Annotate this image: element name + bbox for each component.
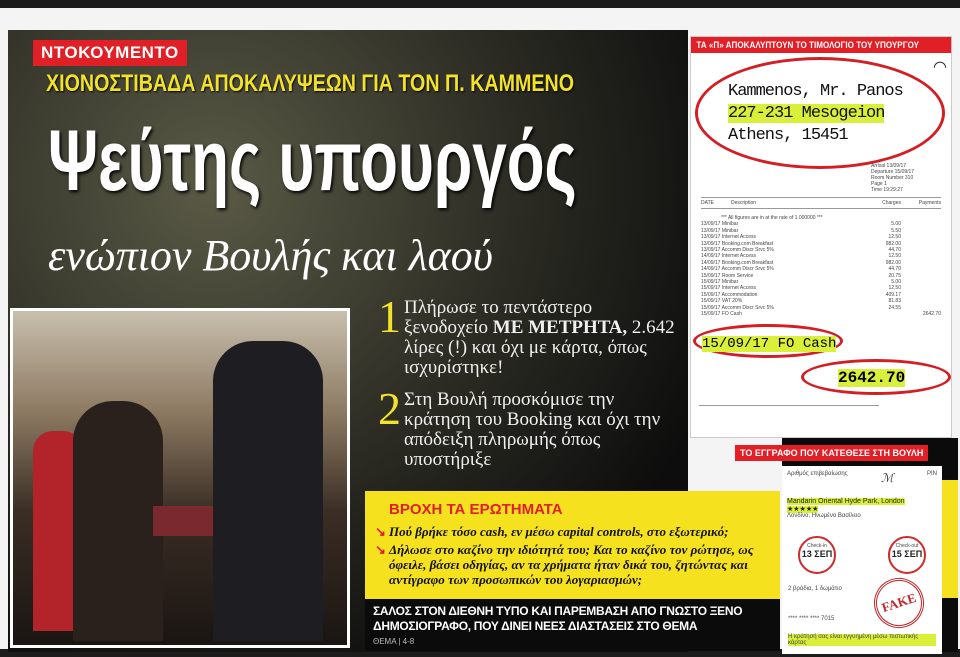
- receipt-cell: 14/09/17 Accomm Discr Srvc 5%: [701, 266, 774, 273]
- receipt-cell: 13/09/17 Minibar: [701, 221, 739, 228]
- receipt-cell: 12.50: [888, 253, 901, 260]
- subtitle: ΧΙΟΝΟΣΤΙΒΑΔΑ ΑΠΟΚΑΛΥΨΕΩΝ ΓΙΑ ΤΟΝ Π. ΚΑΜΜΕΝΟ: [46, 70, 575, 97]
- strip-text: ΣΑΛΟΣ ΣΤΟΝ ΔΙΕΘΝΗ ΤΥΠΟ ΚΑΙ ΠΑΡΕΜΒΑΣΗ ΑΠΟ ΓΝΩΣΤΟ ΞΕΝΟ ΔΗΜΟΣΙΟΓΡΑΦΟ, ΠΟΥ ΔΙΝΕΙ ΝΕΕΣ ΔΙΑΣΤΑΣΕΙΣ ΣΤΟ ΘΕΜΑ: [373, 604, 743, 633]
- column-header: DATE: [701, 200, 714, 206]
- column-header: Charges: [882, 200, 901, 206]
- meta-line: Room Number 310: [871, 175, 914, 181]
- headline-second-line: ενώπιον Βουλής και λαού: [48, 231, 493, 280]
- question-text: Πού βρήκε τόσο cash, εν μέσω capital controls, στο εξωτερικό;: [389, 524, 729, 539]
- receipt-cell: 14/09/17 Booking.com Breakfast: [701, 259, 774, 266]
- receipt-cell: 44.70: [888, 266, 901, 273]
- hotel-name: Mandarin Oriental Hyde Park, London ★★★★★: [787, 498, 905, 513]
- hotel-fan-logo-icon: ◠: [933, 57, 947, 76]
- receipt-cell: 5.50: [891, 227, 901, 234]
- receipt-cell: 982.00: [885, 240, 901, 247]
- document-header: ΤΟ ΕΓΓΡΑΦΟ ΠΟΥ ΚΑΤΕΘΕΣΕ ΣΤΗ ΒΟΥΛΗ: [735, 445, 928, 461]
- fake-stamp: FAKE: [867, 571, 930, 634]
- section-kicker: ΝΤΟΚΟΥΜΕΝΤΟ: [33, 40, 187, 66]
- point-text: Πλήρωσε το πεντάστερο ξενοδοχείο: [404, 297, 593, 338]
- point-1: [378, 291, 678, 378]
- meta-line: Arrival 13/09/17: [871, 163, 907, 169]
- point-bold: ΜΕ ΜΕΤΡΗΤΑ,: [492, 317, 628, 338]
- hotel-receipt: [690, 36, 952, 438]
- receipt-cell: 409.17: [885, 291, 901, 298]
- photo-figure: [213, 341, 323, 641]
- receipt-cell: 12.50: [888, 234, 901, 241]
- receipt-signature-area: [699, 405, 879, 409]
- question-item: [375, 542, 770, 587]
- questions-box: [365, 491, 780, 599]
- receipt-cell: 13/09/17 Internet Access: [701, 234, 757, 241]
- receipt-header: ΤΑ «Π» ΑΠΟΚΑΛΥΠΤΟΥΝ ΤΟ ΤΙΜΟΛΟΓΙΟ ΤΟΥ ΥΠΟΥΡΓΟΥ: [691, 37, 951, 53]
- receipt-cell: 15/09/17 Accommodation: [701, 291, 758, 298]
- receipt-cell: 14/09/17 Internet Access: [701, 253, 757, 260]
- booking-document: [782, 466, 942, 654]
- confirmation-label: Αριθμός επιβεβαίωσης: [787, 471, 848, 477]
- page-footer: ΘΕΜΑ | 4-8: [373, 637, 415, 646]
- receipt-cell: 12.50: [888, 285, 901, 292]
- checkout-label: Check-out: [895, 543, 919, 549]
- checkin-date: 13 ΣΕΠ: [801, 549, 833, 559]
- cash-circle: [693, 324, 843, 358]
- receipt-cell: 982.00: [885, 259, 901, 266]
- receipt-note: *** All figures are in at the rate of 1.000000 ***: [721, 215, 823, 221]
- point-number: 1: [378, 291, 401, 342]
- receipt-cell: 15/09/17 Accomm Discr Srvc 5%: [701, 304, 774, 311]
- confirmation-text: Η κράτησή σας είναι εγγυημένη μέσω πιστωτικής κάρτας: [788, 634, 936, 646]
- guest-street: 227-231 Mesogeion: [728, 104, 885, 123]
- point-number: 2: [378, 383, 401, 434]
- receipt-cell: 15/09/17 FO Cash: [701, 311, 742, 318]
- receipt-cell: 44.70: [888, 247, 901, 254]
- receipt-cell: 13/09/17 Booking.com Breakfast: [701, 240, 774, 247]
- arrow-icon: ↘: [375, 542, 386, 557]
- checkout-circle: [888, 536, 926, 574]
- question-text: Δήλωσε στο καζίνο την ιδιότητά του; Και το καζίνο τον ρώτησε, ως όφειλε, βάσει οδηγίας, αν τα χρήματα ήταν δικά του, ζητώντας και αντίγραφο των προσωπικών του λογαριασμών;: [389, 542, 754, 587]
- casino-photo: [10, 308, 350, 648]
- meta-line: Page 1: [871, 181, 887, 187]
- receipt-meta: [871, 163, 914, 193]
- receipt-cell: 15/09/17 Room Service: [701, 272, 754, 279]
- pin-label: PIN: [926, 471, 937, 477]
- receipt-cell: 13/09/17 Accomm Discr Srvc 5%: [701, 247, 774, 254]
- receipt-cell: [861, 311, 901, 317]
- checkout-date: 15 ΣΕΠ: [891, 549, 923, 559]
- newspaper-page: [0, 8, 960, 649]
- checkin-circle: [798, 536, 836, 574]
- signature: ℳ: [880, 471, 894, 485]
- receipt-cell: 15/09/17 Minibar: [701, 279, 739, 286]
- total-circle: [801, 359, 951, 395]
- receipt-cell: 15/09/17 VAT 20%: [701, 298, 743, 305]
- receipt-cell: 15/09/17 Internet Access: [701, 285, 757, 292]
- hotel-area: Λονδίνο, Ηνωμένο Βασίλειο: [787, 513, 861, 519]
- column-header: Description: [731, 200, 757, 206]
- guest-name: Kammenos, Mr. Panos: [728, 82, 903, 101]
- receipt-columns: [701, 197, 941, 209]
- address-circle: [695, 57, 945, 169]
- point-text: Στη Βουλή προσκόμισε την κράτηση του Booking και όχι την απόδειξη πληρωμής όπως υποστήριξε: [404, 389, 661, 470]
- receipt-cell: 81.83: [888, 298, 901, 305]
- stay-info: 2 βράδια, 1 δωμάτιο: [788, 586, 842, 592]
- point-2: [378, 383, 678, 470]
- receipt-cell: 5.00: [891, 221, 901, 228]
- receipt-row: [701, 311, 941, 317]
- receipt-cell: 24.55: [888, 304, 901, 311]
- total-amount: 2642.70: [838, 369, 906, 387]
- arrow-icon: ↘: [375, 524, 386, 539]
- headline: Ψεύτης υπουργός: [48, 113, 577, 209]
- guest-city: Athens, 15451: [728, 126, 848, 145]
- receipt-rows: [701, 215, 941, 318]
- meta-line: Departure 15/09/17: [871, 169, 915, 175]
- cash-line: 15/09/17 FO Cash: [702, 336, 837, 352]
- checkin-label: Check-in: [807, 543, 827, 549]
- receipt-cell: 20.75: [888, 272, 901, 279]
- questions-title: ΒΡΟΧΗ ΤΑ ΕΡΩΤΗΜΑΤΑ: [389, 501, 563, 518]
- column-header: Payments: [918, 200, 941, 206]
- card-number: **** **** **** 7015: [788, 616, 835, 622]
- meta-line: Time 19:29:27: [871, 187, 903, 193]
- receipt-cell: 2642.70: [922, 311, 941, 318]
- key-points: [378, 291, 678, 482]
- question-item: [375, 524, 770, 539]
- receipt-cell: 5.00: [891, 279, 901, 286]
- receipt-cell: 13/09/17 Minibar: [701, 227, 739, 234]
- bottom-strip: [365, 599, 780, 651]
- point-text: 2.642 λίρες (!) και όχι με κάρτα, όπως ισχυρίστηκε!: [404, 317, 675, 378]
- photo-figure: [73, 401, 163, 641]
